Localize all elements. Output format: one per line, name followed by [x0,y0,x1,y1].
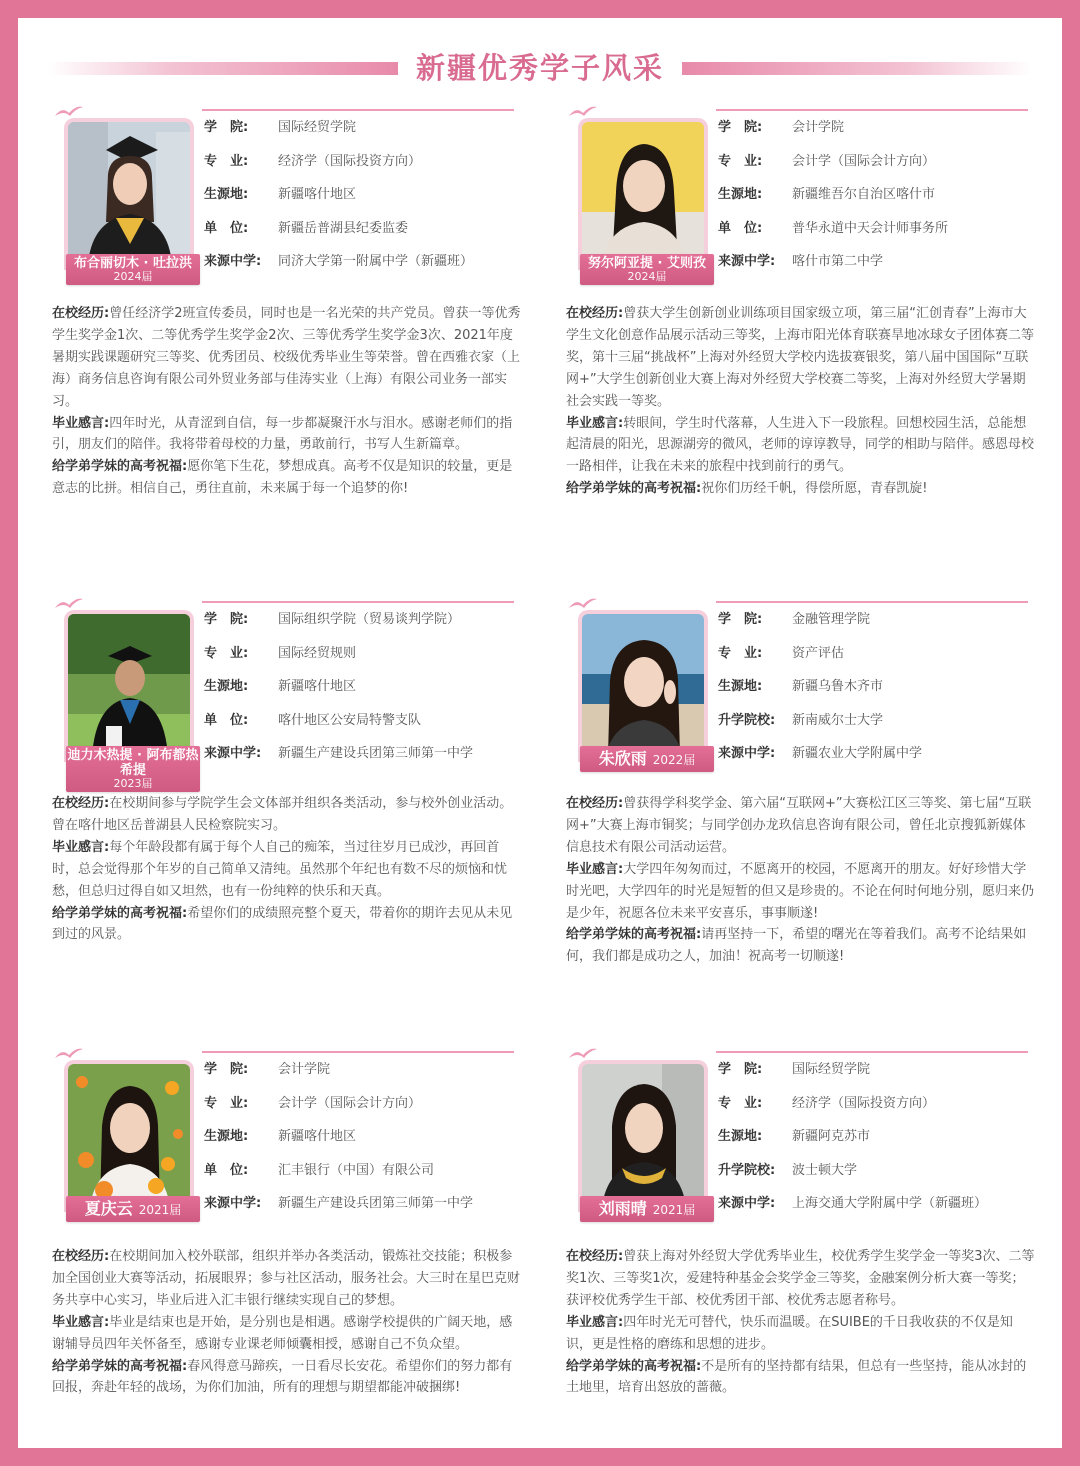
card-divider [202,601,514,603]
bio-section [52,303,522,500]
bio-paragraph [52,1246,522,1312]
bio-section [566,1246,1036,1399]
info-label: 学 院: [204,1062,249,1077]
bio-paragraph [566,478,1036,500]
info-label: 专 业: [204,645,249,661]
info-value: 国际经贸学院 [792,1062,871,1077]
title-decor-right [682,62,1032,75]
info-value: 会计学（国际会计方向） [792,153,936,169]
info-row [718,118,1038,152]
name-tag [66,1196,200,1222]
info-value: 会计学院 [792,120,845,135]
info-label: 升学院校: [718,1162,776,1178]
info-row [204,118,524,152]
info-row [718,1094,1038,1128]
bird-icon [568,1046,598,1060]
student-name: 朱欣雨 [598,749,647,768]
info-label: 来源中学: [204,746,262,762]
info-value: 新疆喀什地区 [278,187,357,203]
info-row [204,744,524,778]
info-row [204,185,524,219]
bio-text: 在校期间参与学院学生会文体部并组织各类活动，参与校外创业活动。曾在喀什地区岳普湖县人民检察院实习。 [52,796,513,833]
info-value: 新疆乌鲁木齐市 [792,679,884,695]
student-name: 刘雨晴 [598,1199,647,1218]
info-label: 单 位: [204,220,249,236]
info-label: 单 位: [204,712,249,728]
bio-label: 毕业感言: [566,415,624,431]
info-label: 学 院: [204,120,249,135]
bio-paragraph [566,793,1036,859]
bio-text: 曾任经济学2班宣传委员，同时也是一名光荣的共产党员。曾获一等优秀学生奖学金1次、二等优秀学生奖学金2次、三等优秀学生奖学金3次、2021年度暑期实践课题研究三等奖、优秀团员、校级优秀毕业生等荣誉。曾在西雅衣家（上海）商务信息咨询有限公司外贸业务部与佳涛实业（上海）有限公司业务一部实习。 [52,306,521,409]
info-label: 生源地: [718,187,763,203]
info-row [718,677,1038,711]
bio-paragraph [52,903,522,947]
info-table [204,610,524,778]
info-label: 生源地: [204,1129,249,1145]
bio-label: 毕业感言: [566,861,624,877]
info-label: 来源中学: [204,254,262,270]
bio-paragraph [52,413,522,457]
bio-label: 给学弟学妹的高考祝福: [52,1358,188,1374]
bio-label: 在校经历: [52,306,110,321]
info-table [204,1060,524,1228]
bio-section [566,793,1036,968]
bio-text: 不是所有的坚持都有结果，但总有一些坚持，能从冰封的土地里，培育出怒放的蔷薇。 [566,1358,1027,1396]
info-row [204,1127,524,1161]
bird-icon [568,596,598,610]
info-row [718,711,1038,745]
bio-paragraph [566,1312,1036,1356]
info-label: 升学院校: [718,712,776,728]
info-row [204,711,524,745]
bio-paragraph [52,1356,522,1400]
info-label: 来源中学: [718,1196,776,1212]
info-value: 波士顿大学 [792,1162,858,1178]
info-label: 来源中学: [718,746,776,762]
bio-section [566,303,1036,500]
info-value: 喀什市第二中学 [792,254,884,270]
graduation-year: 2024届 [627,270,667,283]
info-table [718,610,1038,778]
graduation-year: 2021届 [138,1203,182,1217]
info-row [718,185,1038,219]
info-row [718,252,1038,286]
info-row [718,219,1038,253]
info-value: 汇丰银行（中国）有限公司 [278,1162,435,1178]
bio-text: 曾获上海对外经贸大学优秀毕业生，校优秀学生奖学金一等奖3次、二等奖1次、三等奖1次，爱建特种基金会奖学金三等奖，金融案例分析大赛一等奖；获评校优秀学生干部、校优秀团干部、校优秀志愿者称号。 [566,1249,1035,1308]
bio-label: 给学弟学妹的高考祝福: [52,905,188,921]
bio-text: 四年时光，从青涩到自信，每一步都凝聚汗水与泪水。感谢老师们的指引，朋友们的陪伴。我将带着母校的力量，勇敢前行，书写人生新篇章。 [52,415,513,453]
info-table [204,118,524,286]
info-label: 生源地: [718,679,763,695]
info-value: 金融管理学院 [792,612,871,627]
bio-text: 春风得意马蹄疾，一日看尽长安花。希望你们的努力都有回报，奔赴年轻的战场，为你们加油，所有的理想与期望都能冲破捆绑! [52,1358,513,1396]
bio-label: 毕业感言: [52,839,110,855]
info-row [204,644,524,678]
name-tag [66,746,200,792]
bio-text: 在校期间加入校外联部，组织并举办各类活动，锻炼社交技能；积极参加全国创业大赛等活动，拓展眼界；参与社区活动，服务社会。大三时在星巴克财务共享中心实习，毕业后进入汇丰银行继续实现自己的梦想。 [52,1249,521,1308]
info-label: 生源地: [718,1129,763,1145]
info-row [204,219,524,253]
bio-text: 祝你们历经千帆，得偿所愿，青春凯旋! [701,481,928,497]
info-value: 新疆农业大学附属中学 [792,746,923,762]
student-name: 努尔阿亚提 · 艾则孜 [588,256,706,271]
info-label: 专 业: [204,153,249,169]
bio-paragraph [566,303,1036,413]
bio-text: 请再坚持一下，希望的曙光在等着我们。高考不论结果如何，我们都是成功之人，加油！祝高考一切顺遂! [566,927,1027,965]
info-value: 新疆喀什地区 [278,1129,357,1145]
photo-frame [64,610,199,790]
info-row [204,677,524,711]
bio-label: 在校经历: [566,796,624,811]
bio-paragraph [566,859,1036,925]
info-row [718,1194,1038,1228]
info-value: 经济学（国际投资方向） [792,1095,936,1111]
info-label: 生源地: [204,679,249,695]
bio-paragraph [52,793,522,837]
info-label: 专 业: [718,1095,763,1111]
info-row [204,152,524,186]
info-row [718,644,1038,678]
bio-label: 在校经历: [52,1249,110,1264]
info-value: 经济学（国际投资方向） [278,153,422,169]
bio-label: 在校经历: [566,306,624,321]
info-value: 国际组织学院（贸易谈判学院） [278,612,461,627]
info-label: 单 位: [718,220,763,236]
bio-label: 给学弟学妹的高考祝福: [566,1358,702,1374]
info-row [204,1161,524,1195]
info-row [718,744,1038,778]
student-photo [582,614,704,756]
info-value: 新疆生产建设兵团第三师第一中学 [278,746,474,762]
bio-paragraph [566,1246,1036,1312]
info-table [718,1060,1038,1228]
info-value: 资产评估 [792,645,845,661]
bio-label: 给学弟学妹的高考祝福: [566,927,702,943]
student-photo [68,1064,190,1206]
bio-label: 在校经历: [52,796,110,811]
bio-text: 四年时光无可替代，快乐而温暖。在SUIBE的千日我收获的不仅是知识，更是性格的磨练和思想的进步。 [566,1314,1013,1352]
info-label: 专 业: [718,153,763,169]
student-photo [582,122,704,264]
bio-text: 曾获大学生创新创业训练项目国家级立项，第三届“汇创青春”上海市大学生文化创意作品展示活动三等奖，上海市阳光体育联赛旱地冰球女子团体赛二等奖，第十三届“挑战杯”上海对外经贸大学校内选拔赛银奖，第八届中国国际“互联网+”大学生创新创业大赛上海对外经贸大学校赛二等奖，上海对外经贸大学暑期社会实践一等奖。 [566,306,1035,409]
info-row [204,1194,524,1228]
name-tag [580,254,714,285]
info-row [204,1060,524,1094]
info-row [718,610,1038,644]
bio-text: 愿你笔下生花，梦想成真。高考不仅是知识的较量，更是意志的比拼。相信自己，勇往直前，未来属于每一个追梦的你! [52,459,513,497]
bio-label: 给学弟学妹的高考祝福: [566,481,702,497]
info-label: 生源地: [204,187,249,203]
page-title: 新疆优秀学子风采 [415,51,664,85]
info-row [718,1127,1038,1161]
bio-label: 在校经历: [566,1249,624,1264]
bio-section [52,1246,522,1399]
card-divider [716,601,1028,603]
bio-section [52,793,522,946]
photo-frame [578,610,708,768]
info-value: 会计学院 [278,1062,331,1077]
bio-paragraph [566,413,1036,479]
graduation-year: 2023届 [113,777,153,790]
bio-text: 每个年龄段都有属于每个人自己的痴笨，当过往岁月已成沙，再回首时，总会觉得那个年岁的自己简单又清纯。虽然那个年纪也有数不尽的烦恼和忧愁，但总归过得自如又坦然，也有一份纯粹的快乐和天真。 [52,839,508,899]
student-name: 布合丽切木 · 吐拉洪 [74,256,192,271]
info-label: 学 院: [718,1062,763,1077]
bird-icon [568,104,598,118]
bird-icon [54,104,84,118]
info-row [718,1161,1038,1195]
bird-icon [54,596,84,610]
student-photo [68,122,190,264]
info-value: 上海交通大学附属中学（新疆班） [792,1196,988,1212]
info-table [718,118,1038,286]
bio-text: 转眼间，学生时代落幕，人生进入下一段旅程。回想校园生活，总能想起清晨的阳光，思源湖旁的微风，老师的谆谆教导，同学的相助与陪伴。感恩母校一路相伴，让我在未来的旅程中找到前行的勇气。 [566,415,1035,475]
photo-frame [578,118,708,283]
bio-paragraph [566,924,1036,968]
info-value: 普华永道中天会计师事务所 [792,220,949,236]
bio-paragraph [566,1356,1036,1400]
bio-text: 希望你们的成绩照亮整个夏天，带着你的期许去见从未见到过的风景。 [52,905,513,943]
card-divider [202,1051,514,1053]
photo-frame [64,1060,194,1218]
info-value: 喀什地区公安局特警支队 [278,712,422,728]
title-decor-left [48,62,398,75]
graduation-year: 2024届 [113,270,153,283]
card-divider [716,109,1028,111]
info-value: 新疆生产建设兵团第三师第一中学 [278,1196,474,1212]
graduation-year: 2021届 [652,1203,696,1217]
photo-frame [578,1060,708,1218]
name-tag [66,254,200,285]
name-tag [580,1196,714,1222]
info-value: 新南威尔士大学 [792,712,884,728]
info-label: 学 院: [204,612,249,627]
bio-label: 给学弟学妹的高考祝福: [52,459,188,475]
student-name: 夏庆云 [84,1199,133,1218]
info-row [204,610,524,644]
bio-label: 毕业感言: [52,415,110,431]
info-value: 国际经贸规则 [278,645,357,661]
bio-paragraph [52,303,522,413]
info-row [718,1060,1038,1094]
info-label: 单 位: [204,1162,249,1178]
photo-frame [64,118,194,283]
bio-paragraph [52,456,522,500]
bio-paragraph [52,1312,522,1356]
graduation-year: 2022届 [652,753,696,767]
info-label: 学 院: [718,120,763,135]
bio-text: 大学四年匆匆而过，不愿离开的校园，不愿离开的朋友。好好珍惜大学时光吧，大学四年的时光是短暂的但又是珍贵的。不论在何时何地分别，愿归来仍是少年，祝愿各位未来平安喜乐，事事顺遂! [566,861,1035,921]
info-value: 新疆喀什地区 [278,679,357,695]
info-row [204,1094,524,1128]
bird-icon [54,1046,84,1060]
bio-label: 毕业感言: [52,1314,110,1330]
info-row [718,152,1038,186]
info-label: 专 业: [204,1095,249,1111]
info-value: 会计学（国际会计方向） [278,1095,422,1111]
bio-text: 曾获得学科奖学金、第六届“互联网+”大赛松江区三等奖、第七届“互联网+”大赛上海市铜奖；与同学创办龙玖信息咨询有限公司，曾任北京搜狐新媒体信息技术有限公司活动运营。 [566,796,1032,855]
info-row [204,252,524,286]
info-value: 新疆维吾尔自治区喀什市 [792,187,936,203]
bio-label: 毕业感言: [566,1314,624,1330]
info-label: 学 院: [718,612,763,627]
bio-text: 毕业是结束也是开始，是分别也是相遇。感谢学校提供的广阔天地，感谢辅导员四年关怀备至，感谢专业课老师倾囊相授，感谢自己不负众望。 [52,1314,513,1352]
student-photo [582,1064,704,1206]
info-value: 新疆岳普湖县纪委监委 [278,220,409,236]
info-value: 新疆阿克苏市 [792,1129,871,1145]
info-value: 国际经贸学院 [278,120,357,135]
info-label: 来源中学: [718,254,776,270]
info-label: 来源中学: [204,1196,262,1212]
page-header [0,46,1080,90]
card-divider [716,1051,1028,1053]
name-tag [580,746,714,772]
info-value: 同济大学第一附属中学（新疆班） [278,254,474,270]
student-name: 迪力木热提 · 阿布都热希提 [67,748,199,778]
bio-paragraph [52,837,522,903]
student-photo [68,614,190,756]
info-label: 专 业: [718,645,763,661]
card-divider [202,109,514,111]
